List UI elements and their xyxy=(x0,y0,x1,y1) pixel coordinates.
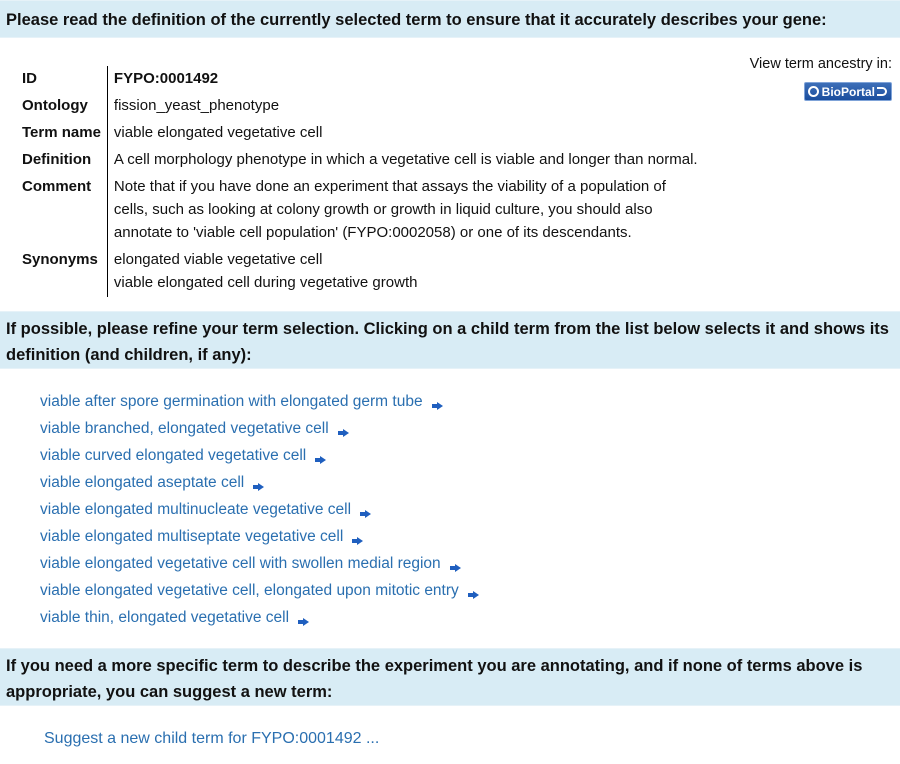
term-id-row xyxy=(22,66,698,93)
term-comment-row xyxy=(22,174,698,247)
synonym-item: viable elongated cell during vegetative growth xyxy=(113,274,418,291)
bioportal-button[interactable] xyxy=(804,82,892,101)
child-term-link[interactable]: viable branched, elongated vegetative cell xyxy=(40,420,329,437)
arrow-right-icon[interactable] xyxy=(432,402,443,410)
child-term-link[interactable]: viable elongated multinucleate vegetative cell xyxy=(40,501,352,518)
term-details-table xyxy=(22,66,698,297)
child-term-link[interactable]: viable elongated multiseptate vegetative cell xyxy=(40,528,344,545)
term-comment-label: Comment xyxy=(22,178,92,195)
child-term-link[interactable]: viable after spore germination with elongated germ tube xyxy=(40,393,423,410)
term-definition-value: A cell morphology phenotype in which a vegetative cell is viable and longer than normal. xyxy=(107,147,697,174)
child-term-link[interactable]: viable thin, elongated vegetative cell xyxy=(40,609,290,626)
comment-line: annotate to 'viable cell population' (FYPO:0002058) or one of its descendants. xyxy=(113,224,632,241)
child-term-item xyxy=(40,580,479,607)
term-synonyms-label: Synonyms xyxy=(22,251,98,268)
bioportal-label: BioPortal xyxy=(821,84,875,99)
child-term-link[interactable]: viable curved elongated vegetative cell xyxy=(40,447,307,464)
child-term-item xyxy=(40,607,479,634)
arrow-right-icon[interactable] xyxy=(315,456,326,464)
ancestry-label: View term ancestry in: xyxy=(749,56,892,72)
arrow-right-icon[interactable] xyxy=(450,564,461,572)
arrow-right-icon[interactable] xyxy=(360,510,371,518)
child-term-item xyxy=(40,526,479,553)
arrow-right-icon[interactable] xyxy=(352,537,363,545)
suggest-section-header: If you need a more specific term to describe the experiment you are annotating, and if none of terms above is appropriate, you can suggest a new term: xyxy=(0,648,900,706)
child-term-item xyxy=(40,418,479,445)
arrow-right-icon[interactable] xyxy=(298,618,309,626)
term-name-row xyxy=(22,120,698,147)
child-term-item xyxy=(40,499,479,526)
child-term-item xyxy=(40,391,479,418)
arrow-right-icon[interactable] xyxy=(468,591,479,599)
child-term-item xyxy=(40,472,479,499)
external-link-icon xyxy=(877,87,887,96)
child-term-link[interactable]: viable elongated vegetative cell with swollen medial region xyxy=(40,555,441,572)
synonym-item: elongated viable vegetative cell xyxy=(113,251,323,268)
term-synonyms-row xyxy=(22,247,698,297)
term-id-value: FYPO:0001492 xyxy=(107,66,697,93)
term-name-label: Term name xyxy=(22,124,101,141)
child-term-link[interactable]: viable elongated aseptate cell xyxy=(40,474,245,491)
arrow-right-icon[interactable] xyxy=(338,429,349,437)
child-terms-list xyxy=(40,391,479,634)
arrow-right-icon[interactable] xyxy=(253,483,264,491)
term-name-value: viable elongated vegetative cell xyxy=(107,120,697,147)
child-term-item xyxy=(40,553,479,580)
child-term-item xyxy=(40,445,479,472)
term-ancestry-box xyxy=(750,56,892,101)
term-definition-label: Definition xyxy=(22,151,92,168)
bioportal-logo-icon xyxy=(808,86,819,97)
term-definition-row xyxy=(22,147,698,174)
refine-section-header: If possible, please refine your term selection. Clicking on a child term from the list below selects it and shows its definition (and children, if any): xyxy=(0,311,900,369)
definition-section-header: Please read the definition of the currently selected term to ensure that it accurately describes your gene: xyxy=(0,0,900,38)
term-ontology-value: fission_yeast_phenotype xyxy=(107,93,697,120)
term-synonyms-value xyxy=(107,247,697,297)
term-id-label: ID xyxy=(22,70,37,87)
child-term-link[interactable]: viable elongated vegetative cell, elongated upon mitotic entry xyxy=(40,582,459,599)
term-ontology-row xyxy=(22,93,698,120)
term-comment-value xyxy=(107,174,697,247)
term-ontology-label: Ontology xyxy=(22,97,88,114)
comment-line: cells, such as looking at colony growth or growth in liquid culture, you should also xyxy=(113,201,653,218)
suggest-new-term-link[interactable]: Suggest a new child term for FYPO:0001492 ... xyxy=(44,730,380,747)
comment-line: Note that if you have done an experiment that assays the viability of a population of xyxy=(113,178,666,195)
